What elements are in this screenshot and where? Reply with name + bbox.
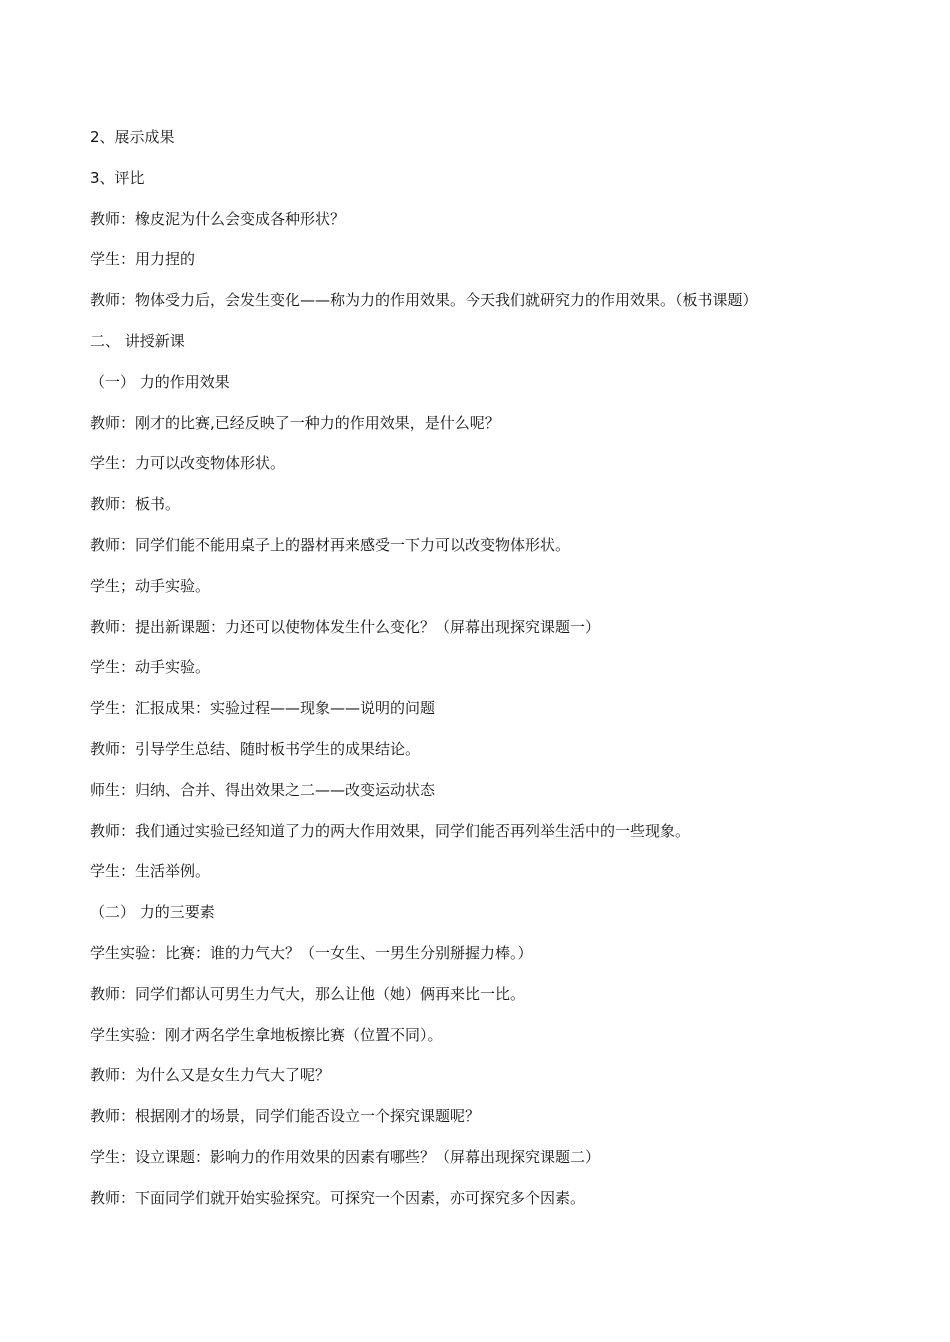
text-line: 学生；动手实验。 — [90, 576, 211, 595]
text-line: 学生：汇报成果：实验过程——现象——说明的问题 — [90, 699, 436, 718]
section-heading: 二、 讲授新课 — [90, 331, 185, 350]
text-line: 学生：生活举例。 — [90, 862, 211, 881]
text-line: 教师：引导学生总结、随时板书学生的成果结论。 — [90, 739, 421, 758]
text-line: 学生：动手实验。 — [90, 658, 211, 677]
text-line: 学生实验：比赛：谁的力气大？（一女生、一男生分别掰握力棒。） — [90, 943, 533, 962]
text-line: 教师：物体受力后，会发生变化——称为力的作用效果。今天我们就研究力的作用效果。（板书课题） — [90, 291, 758, 310]
document-body — [90, 126, 870, 1228]
subsection-heading: （一） 力的作用效果 — [90, 372, 230, 391]
text-line: 师生：归纳、合并、得出效果之二——改变运动状态 — [90, 780, 436, 799]
text-line: 教师：刚才的比赛,已经反映了一种力的作用效果，是什么呢？ — [90, 413, 500, 432]
text-line: 教师：提出新课题：力还可以使物体发生什么变化？（屏幕出现探究课题一） — [90, 617, 601, 636]
text-line: 教师：为什么又是女生力气大了呢？ — [90, 1066, 331, 1085]
subsection-heading: （二） 力的三要素 — [90, 903, 215, 922]
text-line: 教师：同学们能不能用桌子上的器材再来感受一下力可以改变物体形状。 — [90, 535, 571, 554]
text-line: 学生：设立课题：影响力的作用效果的因素有哪些？（屏幕出现探究课题二） — [90, 1147, 601, 1166]
text-line: 学生：力可以改变物体形状。 — [90, 454, 286, 473]
text-line: 教师：下面同学们就开始实验探究。可探究一个因素，亦可探究多个因素。 — [90, 1188, 586, 1207]
text-line: 3、评比 — [90, 168, 145, 187]
text-line: 教师：同学们都认可男生力气大，那么让他（她）俩再来比一比。 — [90, 984, 526, 1003]
text-line: 教师：橡皮泥为什么会变成各种形状？ — [90, 209, 346, 228]
text-line: 2、展示成果 — [90, 128, 175, 146]
text-line: 学生实验：刚才两名学生拿地板擦比赛（位置不同）。 — [90, 1025, 443, 1044]
text-line: 学生：用力捏的 — [90, 250, 196, 269]
text-line: 教师：根据刚才的场景，同学们能否设立一个探究课题呢？ — [90, 1107, 481, 1126]
text-line: 教师：板书。 — [90, 495, 181, 514]
text-line: 教师：我们通过实验已经知道了力的两大作用效果，同学们能否再列举生活中的一些现象。 — [90, 821, 691, 840]
